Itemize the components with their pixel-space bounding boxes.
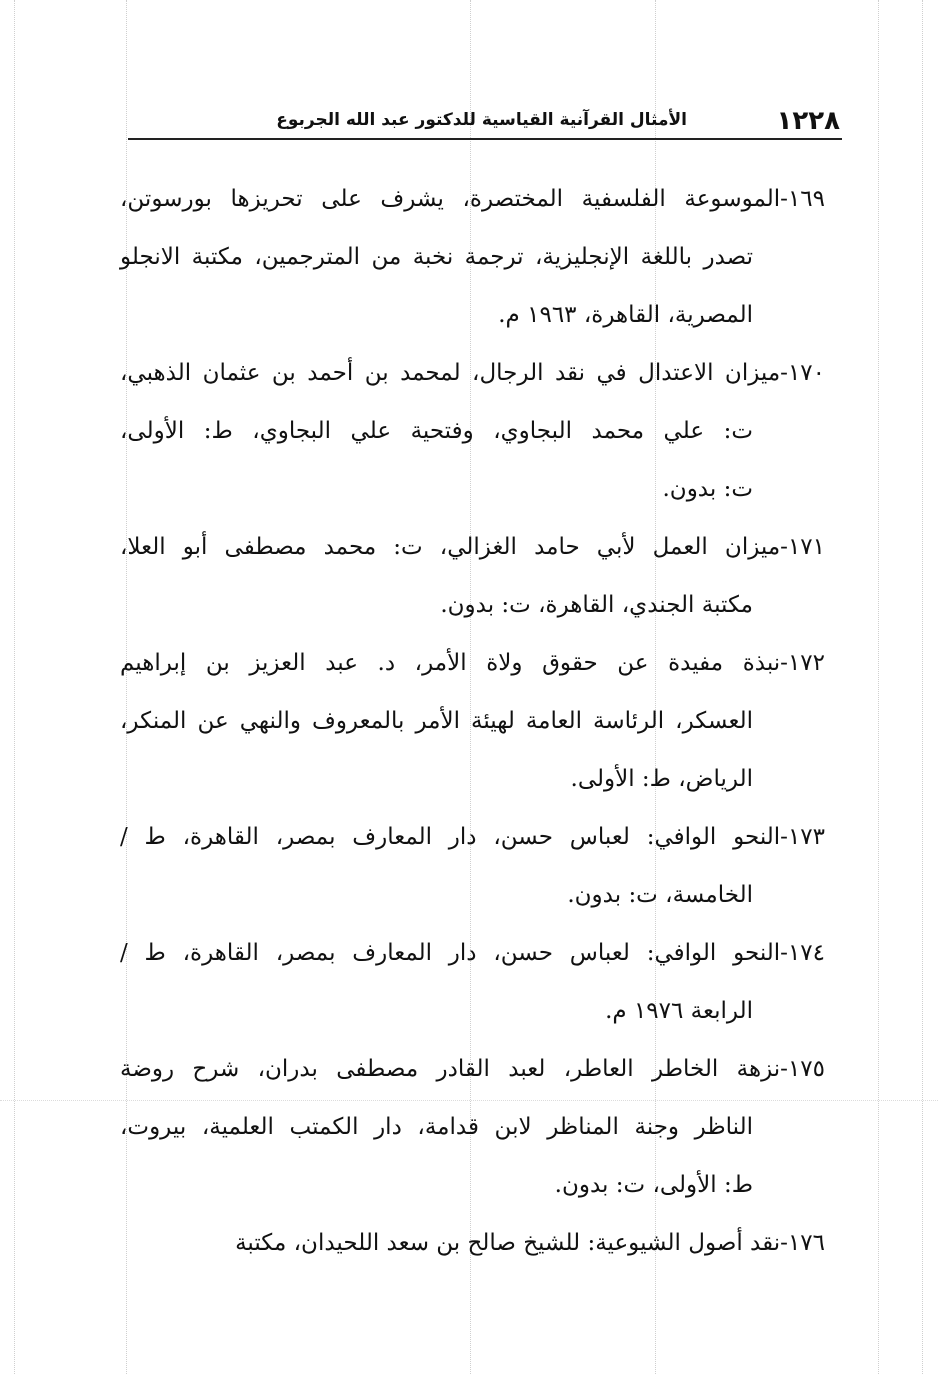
bibliography-entry: [120, 1214, 825, 1272]
entry-continuation-line: ط: الأولى، ت: بدون.: [554, 1172, 753, 1198]
entry-first-line: [120, 634, 825, 692]
page-header: [128, 104, 842, 140]
entry-number: ١٦٩: [787, 186, 825, 212]
scan-guide-line: [878, 0, 879, 1374]
bibliography-entry: [120, 344, 825, 518]
entry-text: -الموسوعة الفلسفية المختصرة، يشرف على تحريزها بورسوتن،: [120, 186, 788, 212]
entry-text: -نبذة مفيدة عن حقوق ولاة الأمر، د. عبد العزيز بن إبراهيم: [120, 650, 788, 676]
bibliography-list: [120, 170, 825, 1272]
entry-first-line: [120, 344, 825, 402]
entry-number: ١٧٤: [787, 940, 825, 966]
bibliography-entry: [120, 170, 825, 344]
entry-continuation-line: العسكر، الرئاسة العامة لهيئة الأمر بالمعروف والنهي عن المنكر،: [120, 708, 753, 734]
entry-first-line: [120, 1040, 825, 1098]
entry-text: -النحو الوافي: لعباس حسن، دار المعارف بمصر، القاهرة، ط /: [120, 824, 788, 850]
entry-continuation-line: الخامسة، ت: بدون.: [567, 882, 753, 908]
scan-guide-line: [14, 0, 15, 1374]
entry-continuation-line: ت: بدون.: [662, 476, 753, 502]
entry-first-line: [120, 1214, 825, 1272]
entry-first-line: [120, 924, 825, 982]
entry-number: ١٧٥: [787, 1056, 825, 1082]
entry-continuation-line: الناظر وجنة المناظر لابن قدامة، دار الكمتب العلمية، بيروت،: [120, 1114, 753, 1140]
entry-number: ١٧٢: [787, 650, 825, 676]
entry-first-line: [120, 518, 825, 576]
entry-text: -ميزان العمل لأبي حامد الغزالي، ت: محمد مصطفى أبو العلا،: [120, 534, 788, 560]
bibliography-entry: [120, 518, 825, 634]
bibliography-entry: [120, 634, 825, 808]
entry-number: ١٧٦: [787, 1230, 825, 1256]
entry-text: -ميزان الاعتدال في نقد الرجال، لمحمد بن أحمد بن عثمان الذهبي،: [120, 360, 788, 386]
running-title: الأمثال القرآنية القياسية للدكتور عبد الله الجربوع: [276, 110, 687, 130]
scan-guide-line: [922, 0, 923, 1374]
entry-text: -نقد أصول الشيوعية: للشيخ صالح بن سعد اللحيدان، مكتبة: [235, 1230, 788, 1256]
entry-first-line: [120, 808, 825, 866]
entry-first-line: [120, 170, 825, 228]
entry-continuation-line: ت: علي محمد البجاوي، وفتحية علي البجاوي، ط: الأولى،: [120, 418, 753, 444]
bibliography-entry: [120, 924, 825, 1040]
entry-number: ١٧٣: [787, 824, 825, 850]
entry-text: -نزهة الخاطر العاطر، لعبد القادر مصطفى بدران، شرح روضة: [120, 1056, 788, 1082]
entry-continuation-line: الرابعة ١٩٧٦ م.: [605, 998, 753, 1024]
bibliography-entry: [120, 1040, 825, 1214]
entry-number: ١٧٠: [787, 360, 825, 386]
bibliography-entry: [120, 808, 825, 924]
entry-continuation-line: المصرية، القاهرة، ١٩٦٣ م.: [498, 302, 753, 328]
page-number: ١٢٢٨: [776, 106, 840, 136]
entry-continuation-line: الرياض، ط: الأولى.: [570, 766, 753, 792]
entry-continuation-line: مكتبة الجندي، القاهرة، ت: بدون.: [440, 592, 753, 618]
entry-continuation-line: تصدر باللغة الإنجليزية، ترجمة نخبة من المترجمين، مكتبة الانجلو: [120, 244, 753, 270]
entry-text: -النحو الوافي: لعباس حسن، دار المعارف بمصر، القاهرة، ط /: [120, 940, 788, 966]
entry-number: ١٧١: [787, 534, 825, 560]
